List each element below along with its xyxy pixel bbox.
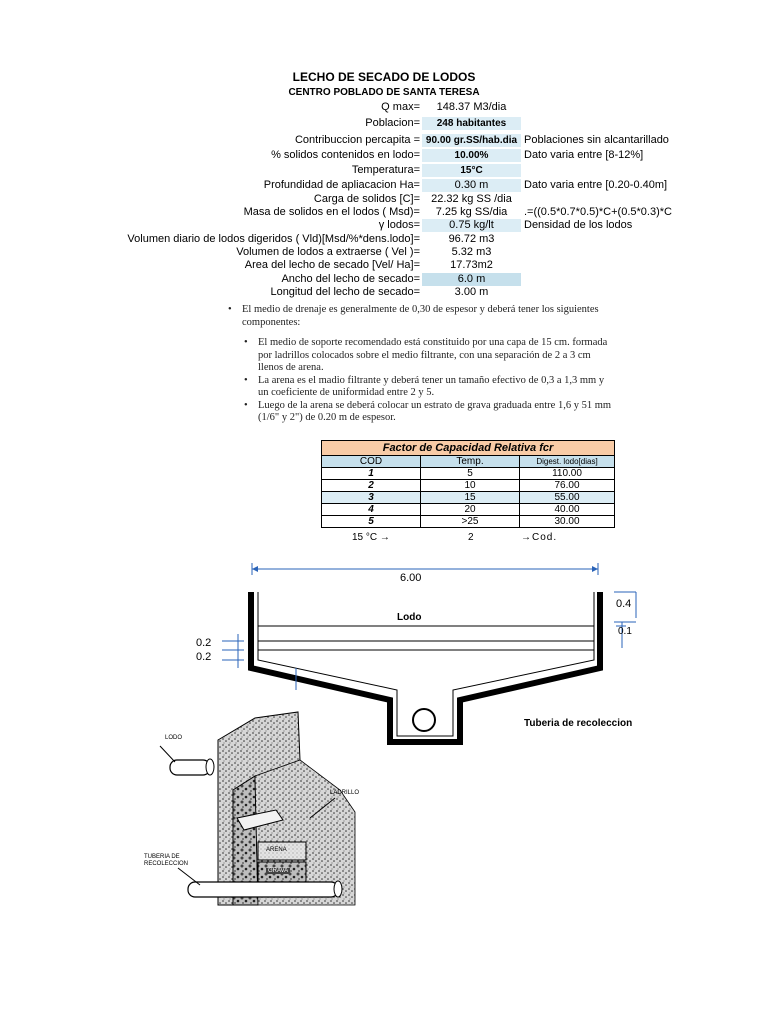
- fcr-temp-cell: 15: [421, 492, 520, 504]
- fcr-temp-cell: >25: [421, 516, 520, 528]
- param-value: 7.25 kg SS/dia: [435, 206, 508, 218]
- fcr-days-cell: 110.00: [520, 468, 615, 480]
- dim-02b-label: 0.2: [196, 651, 212, 663]
- param-label: Contribuccion percapita =: [294, 134, 420, 146]
- fcr-header-digest: Digest. lodo[dias]: [520, 456, 615, 468]
- fcr-cod-cell: 3: [322, 492, 421, 504]
- param-value: 0.30 m: [422, 179, 521, 192]
- param-value: 10.00%: [422, 149, 521, 162]
- sketch-grava-label: GRAVA: [268, 868, 289, 874]
- fcr-header-cod: COD: [322, 456, 421, 468]
- sketch-ladrillo-label: LADRILLO: [330, 790, 360, 796]
- fcr-foot-temp: 15 °C →: [352, 532, 390, 543]
- bullet-soporte: • El medio de soporte recomendado está constituido por una capa de 15 cm. formada por ladrillos colocados sobre el medio filtrante, con una separación de 2 a 3 cm llenos de arena.: [244, 337, 608, 373]
- fcr-cod-cell: 1: [322, 468, 421, 480]
- param-value: 22.32 kg SS /dia: [431, 193, 512, 205]
- param-value: 5.32 m3: [451, 246, 492, 258]
- fcr-foot-cod: 2: [468, 532, 474, 543]
- param-label: Carga de solidos [C]=: [313, 193, 420, 205]
- fcr-temp-cell: 20: [421, 504, 520, 516]
- fcr-temp-cell: 5: [421, 468, 520, 480]
- param-label: % solidos contenidos en lodo=: [271, 149, 420, 161]
- dim-04-label: 0.4: [616, 598, 632, 610]
- param-label: Volumen de lodos a extraerse ( Vel )=: [236, 246, 420, 258]
- param-label: γ lodos=: [378, 219, 420, 231]
- sketch-lodo-label: LODO: [165, 735, 183, 741]
- param-label: Q max=: [381, 101, 420, 113]
- fcr-header-temp: Temp.: [421, 456, 520, 468]
- param-note: Poblaciones sin alcantarillado: [524, 134, 669, 146]
- param-note: .=((0.5*0.7*0.5)*C+(0.5*0.3)*C: [524, 206, 672, 218]
- fcr-cod-cell: 5: [322, 516, 421, 528]
- fcr-foot-label: →Cod.: [521, 532, 558, 543]
- param-label: Temperatura=: [351, 164, 420, 176]
- param-label: Ancho del lecho de secado=: [281, 273, 420, 285]
- param-label: Masa de solidos en el lodos ( Msd)=: [243, 206, 420, 218]
- param-label: Poblacion=: [365, 117, 420, 129]
- fcr-days-cell: 40.00: [520, 504, 615, 516]
- param-value: 3.00 m: [454, 286, 489, 298]
- bullet-arena: • La arena es el madio filtrante y deberá tener un tamaño efectivo de 0,3 a 1,3 mm y un coeficiente de uniformidad entre 2 y 5.: [244, 374, 605, 398]
- param-value: 96.72 m3: [448, 233, 495, 245]
- sketch-collection-pipe: [188, 882, 338, 897]
- param-note: Dato varia entre [8-12%]: [524, 149, 644, 161]
- param-label: Profundidad de apliacacion Ha=: [263, 179, 420, 191]
- dim-01-label: 0.1: [618, 626, 632, 637]
- lodo-label: Lodo: [397, 612, 422, 623]
- sketch-tuberia-label: TUBERIA DE RECOLECCION: [144, 854, 189, 867]
- bullet-main: • El medio de drenaje es generalmente de 0,30 de espesor y deberá tener los siguientes componentes:: [228, 304, 599, 328]
- fcr-days-cell: 55.00: [520, 492, 615, 504]
- param-value: 15°C: [422, 164, 521, 177]
- fcr-days-cell: 76.00: [520, 480, 615, 492]
- param-value: 6.0 m: [422, 273, 521, 286]
- param-label: Longitud del lecho de secado=: [270, 286, 420, 298]
- sketch-inlet-pipe: [170, 760, 210, 775]
- param-value: 90.00 gr.SS/hab.dia: [422, 134, 521, 147]
- fcr-cod-cell: 4: [322, 504, 421, 516]
- fcr-cod-cell: 2: [322, 480, 421, 492]
- sketch-arena-label: ARENA: [266, 847, 287, 853]
- page-subtitle: CENTRO POBLADO DE SANTA TERESA: [288, 87, 480, 98]
- bullet-grava: • Luego de la arena se deberá colocar un estrato de grava graduada entre 1,6 y 51 mm (1/6" y 2") de 0.20 m de espesor.: [244, 399, 612, 423]
- param-note: Densidad de los lodos: [524, 219, 633, 231]
- param-value: 0.75 kg/lt: [422, 219, 521, 232]
- page-title: LECHO DE SECADO DE LODOS: [292, 70, 476, 84]
- param-label: Area del lecho de secado [Vel/ Ha]=: [244, 259, 420, 271]
- param-note: Dato varia entre [0.20-0.40m]: [524, 179, 668, 191]
- fcr-days-cell: 30.00: [520, 516, 615, 528]
- width-label: 6.00: [400, 572, 422, 584]
- param-label: Volumen diario de lodos digeridos ( Vld)[Msd/%*dens.lodo]=: [127, 233, 420, 245]
- tuberia-label: Tuberia de recoleccion: [524, 718, 633, 729]
- fcr-temp-cell: 10: [421, 480, 520, 492]
- param-value: 17.73m2: [450, 259, 493, 271]
- dim-02a-label: 0.2: [196, 637, 212, 649]
- param-value: 148.37 M3/dia: [436, 101, 507, 113]
- fcr-table-title: Factor de Capacidad Relativa fcr: [322, 441, 615, 456]
- param-value: 248 habitantes: [422, 117, 521, 130]
